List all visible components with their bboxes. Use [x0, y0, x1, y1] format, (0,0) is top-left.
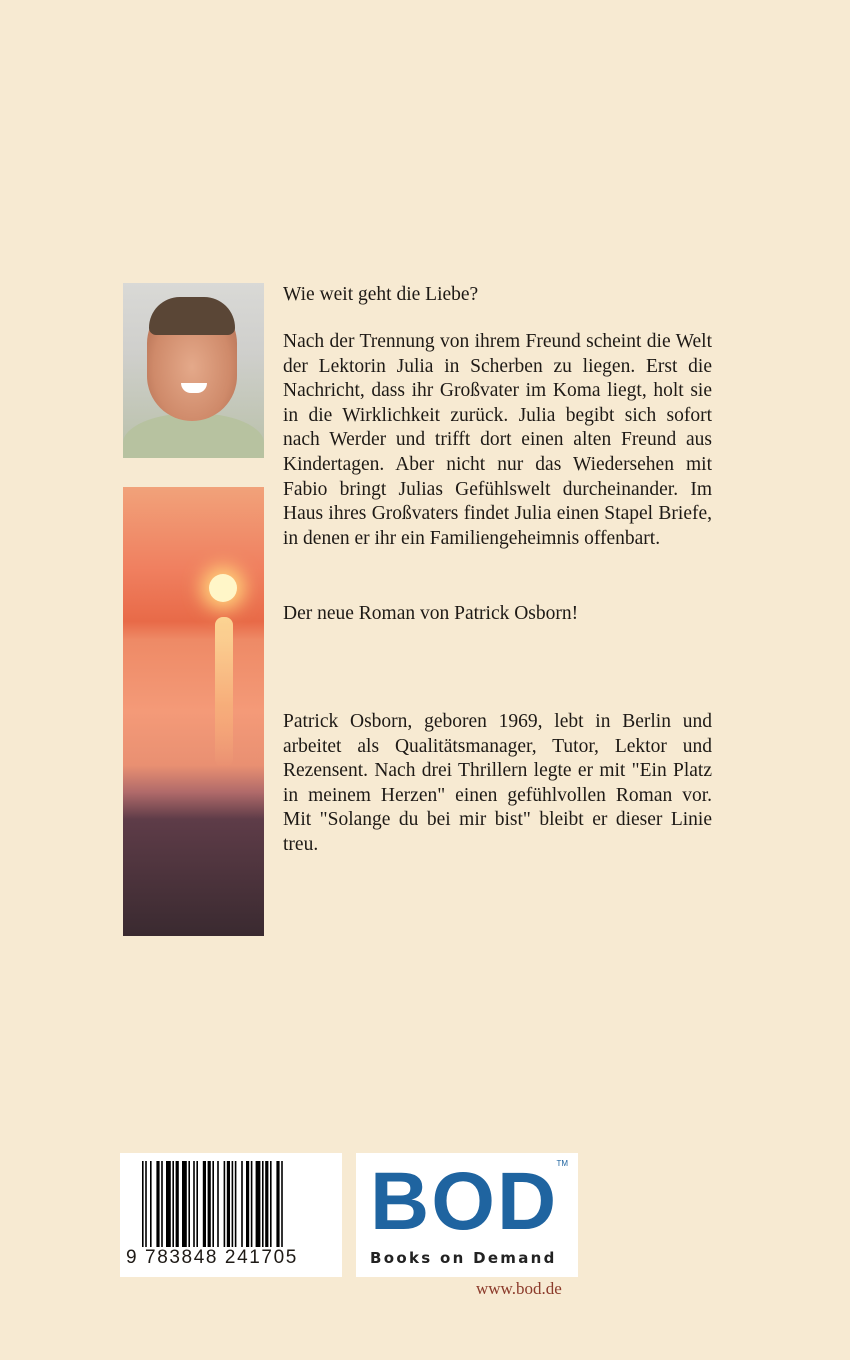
barcode-bar: [208, 1161, 211, 1259]
bod-logo-text: BOD: [370, 1156, 559, 1247]
tagline: Wie weit geht die Liebe?: [283, 284, 479, 305]
barcode-bar: [281, 1161, 283, 1259]
barcode-bar: [276, 1161, 279, 1259]
barcode-bars: [142, 1161, 332, 1259]
barcode-bar: [256, 1161, 261, 1259]
trademark: TM: [556, 1159, 568, 1168]
barcode-bar: [182, 1161, 187, 1259]
barcode-bar: [145, 1161, 147, 1259]
barcode-bar: [156, 1161, 159, 1259]
barcode-bar: [188, 1161, 190, 1259]
barcode-bar: [161, 1161, 163, 1259]
barcode-bar: [235, 1161, 237, 1259]
sunset-photo: [123, 487, 264, 936]
author-photo: [123, 283, 264, 458]
sun-reflection: [215, 617, 233, 767]
author-bio: Patrick Osborn, geboren 1969, lebt in Berlin und arbeitet als Qualitätsmanager, Tutor, Lektor und Rezensent. Nach drei Thrillern legte er mit "Ein Platz in meinem Herzen" einen gefühlvollen Roman vor. Mit "Solange du bei mir bist" bleibt er dieser Linie treu.: [283, 711, 712, 855]
publisher-logo: [356, 1153, 578, 1277]
publisher-url[interactable]: www.bod.de: [476, 1279, 562, 1298]
author-hair: [149, 297, 235, 335]
barcode-bar: [232, 1161, 234, 1259]
barcode-bar: [166, 1161, 171, 1259]
barcode-bar: [241, 1161, 243, 1259]
barcode: [120, 1153, 342, 1277]
barcode-bar: [224, 1161, 226, 1259]
barcode-bar: [217, 1161, 219, 1259]
publisher-name: Books on Demand: [370, 1249, 557, 1267]
barcode-bar: [150, 1161, 152, 1259]
isbn-number: 9 783848 241705: [126, 1247, 298, 1268]
barcode-bar: [172, 1161, 174, 1259]
sun: [209, 574, 237, 602]
barcode-bar: [212, 1161, 214, 1259]
barcode-bar: [203, 1161, 206, 1259]
barcode-bar: [142, 1161, 144, 1259]
barcode-bar: [227, 1161, 230, 1259]
barcode-bar: [196, 1161, 198, 1259]
barcode-bar: [262, 1161, 264, 1259]
barcode-bar: [270, 1161, 272, 1259]
blurb: Nach der Trennung von ihrem Freund scheint die Welt der Lektorin Julia in Scherben zu liegen. Erst die Nachricht, dass ihr Großvater im Koma liegt, holt sie in die Wirklichkeit zurück. Julia begibt sich sofort nach Werder und trifft dort einen alten Freund aus Kindertagen. Aber nicht nur das Wiedersehen mit Fabio bringt Julias Gefühlswelt durcheinander. Im Haus ihres Großvaters findet Julia einen Stapel Briefe, in denen er ihr ein Familiengeheimnis offenbart.: [283, 331, 712, 549]
barcode-bar: [246, 1161, 249, 1259]
barcode-bar: [251, 1161, 253, 1259]
closing-line: Der neue Roman von Patrick Osborn!: [283, 603, 579, 624]
barcode-bar: [176, 1161, 179, 1259]
barcode-bar: [193, 1161, 195, 1259]
barcode-bar: [265, 1161, 268, 1259]
